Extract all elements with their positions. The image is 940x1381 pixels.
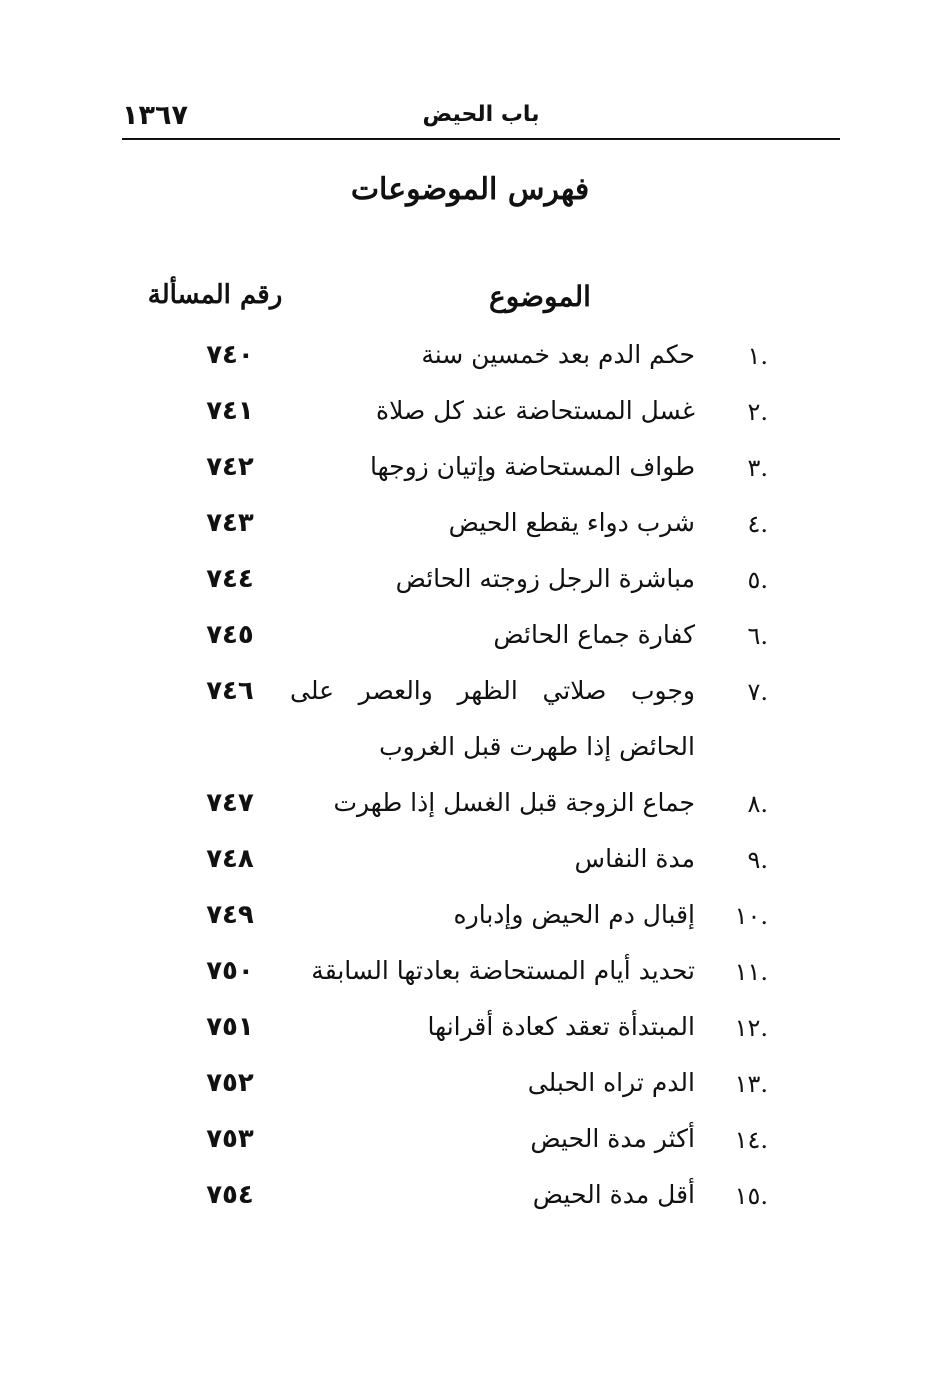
entry-topic: أقل مدة الحيض <box>532 1180 695 1209</box>
index-entry <box>0 952 940 1008</box>
index-entry <box>0 840 940 896</box>
entry-index: .٤ <box>747 510 768 538</box>
entry-topic: كفارة جماع الحائض <box>493 620 695 649</box>
entry-topic-continuation: الحائض إذا طهرت قبل الغروب <box>379 732 695 761</box>
entry-issue-number: ٧٤٠ <box>206 340 254 370</box>
header-rule <box>122 138 840 140</box>
entry-issue-number: ٧٤٥ <box>206 620 254 650</box>
index-entry <box>0 1120 940 1176</box>
index-entry <box>0 1176 940 1232</box>
entry-index: .١٤ <box>734 1126 768 1154</box>
entry-index: .٢ <box>747 398 768 426</box>
entry-issue-number: ٧٤٤ <box>206 564 254 594</box>
index-entry <box>0 896 940 952</box>
entry-index: .١٠ <box>734 902 768 930</box>
entry-topic: طواف المستحاضة وإتيان زوجها <box>370 452 695 481</box>
index-entry <box>0 1008 940 1064</box>
entry-index: .٦ <box>747 622 768 650</box>
entry-issue-number: ٧٤٨ <box>206 844 254 874</box>
entry-index: .١١ <box>734 958 768 986</box>
entry-topic: مباشرة الرجل زوجته الحائض <box>395 564 695 593</box>
entry-topic: وجوب صلاتي الظهر والعصر على <box>290 676 695 705</box>
index-entry <box>0 448 940 504</box>
index-entry <box>0 336 940 392</box>
entry-issue-number: ٧٥٢ <box>206 1068 254 1098</box>
column-heading-topic: الموضوع <box>489 280 591 313</box>
entry-index: .٧ <box>747 678 768 706</box>
index-entry <box>0 672 940 728</box>
index-entry-continuation <box>0 728 940 784</box>
entry-index: .١ <box>747 342 768 370</box>
entry-issue-number: ٧٥٠ <box>206 956 254 986</box>
entry-index: .٣ <box>747 454 768 482</box>
entry-topic: حكم الدم بعد خمسين سنة <box>421 340 695 369</box>
entry-issue-number: ٧٥٣ <box>206 1124 254 1154</box>
entry-topic: مدة النفاس <box>574 844 695 873</box>
entry-index: .١٢ <box>734 1014 768 1042</box>
entry-issue-number: ٧٤٣ <box>206 508 254 538</box>
index-entry <box>0 392 940 448</box>
entry-index: .١٣ <box>734 1070 768 1098</box>
entry-topic: المبتدأة تعقد كعادة أقرانها <box>427 1012 695 1041</box>
index-entry <box>0 616 940 672</box>
entry-topic: أكثر مدة الحيض <box>530 1124 695 1153</box>
entry-issue-number: ٧٤٦ <box>206 676 254 706</box>
entry-topic: تحديد أيام المستحاضة بعادتها السابقة <box>311 956 695 985</box>
entry-index: .٥ <box>747 566 768 594</box>
index-title: فهرس الموضوعات <box>350 172 590 207</box>
entry-topic: إقبال دم الحيض وإدباره <box>453 900 695 929</box>
entry-index: .٩ <box>747 846 768 874</box>
index-entry <box>0 784 940 840</box>
entry-topic: جماع الزوجة قبل الغسل إذا طهرت <box>333 788 695 817</box>
entry-index: .١٥ <box>734 1182 768 1210</box>
column-heading-issue-number: رقم المسألة <box>147 280 283 310</box>
index-entry <box>0 560 940 616</box>
entry-topic: غسل المستحاضة عند كل صلاة <box>375 396 695 425</box>
entry-topic: الدم تراه الحبلى <box>527 1068 695 1097</box>
entry-issue-number: ٧٤٩ <box>206 900 254 930</box>
entry-topic: شرب دواء يقطع الحيض <box>448 508 695 537</box>
entry-issue-number: ٧٥١ <box>206 1012 254 1042</box>
page-number: ١٣٦٧ <box>122 100 188 131</box>
entry-issue-number: ٧٥٤ <box>206 1180 254 1210</box>
index-entry <box>0 504 940 560</box>
index-entry <box>0 1064 940 1120</box>
entry-issue-number: ٧٤٧ <box>206 788 254 818</box>
running-title: باب الحيض <box>422 102 540 127</box>
entry-index: .٨ <box>747 790 768 818</box>
entry-issue-number: ٧٤١ <box>206 396 254 426</box>
entry-issue-number: ٧٤٢ <box>206 452 254 482</box>
running-header <box>122 96 840 136</box>
